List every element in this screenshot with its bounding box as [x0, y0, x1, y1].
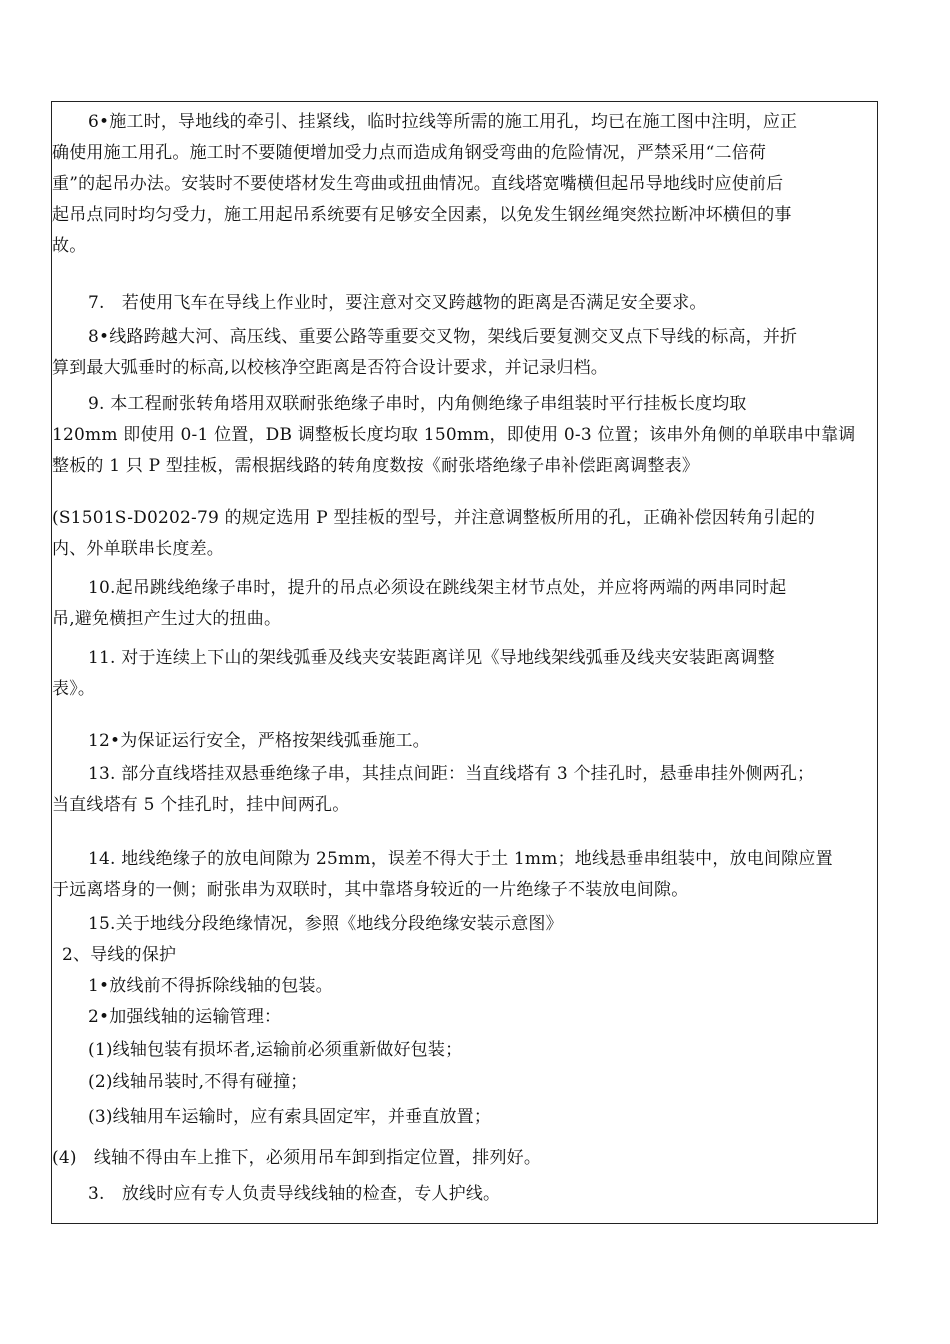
text-line: 当直线塔有 5 个挂孔时，挂中间两孔。: [52, 795, 350, 815]
paragraph-item-9-continued: [52, 503, 877, 565]
text-line: 14. 地线绝缘子的放电间隙为 25mm，误差不得大于土 1mm；地线悬垂串组装中，放电间隙应置: [88, 849, 833, 869]
text-line: 内、外单联串长度差。: [52, 539, 224, 559]
text-line: 起吊点同时均匀受力，施工用起吊系统要有足够安全因素，以免发生钢丝绳突然拉断冲坏横但的事: [52, 205, 792, 225]
paragraph-item-14: [52, 844, 877, 906]
text-line: 2•加强线轴的运输管理：: [88, 1007, 282, 1027]
paragraph-item-10: [52, 573, 877, 635]
text-line: 重”的起吊办法。安装时不要使塔材发生弯曲或扭曲情况。直线塔宽嘴横但起吊导地线时应使前后: [52, 174, 784, 194]
paragraph-item-12: [52, 726, 877, 757]
paragraph-protection-2-3: [52, 1102, 877, 1133]
text-line: 13. 部分直线塔挂双悬垂绝缘子串，其挂点间距：当直线塔有 3 个挂孔时，悬垂串挂外侧两孔；: [88, 764, 815, 784]
text-line: 2、导线的保护: [62, 945, 177, 965]
text-line: (4) 线轴不得由车上推下，必须用吊车卸到指定位置，排列好。: [52, 1148, 542, 1168]
text-line: 12•为保证运行安全，严格按架线弧垂施工。: [88, 731, 430, 751]
paragraph-protection-2-4: [52, 1143, 877, 1174]
text-line: 整板的 1 只 P 型挂板，需根据线路的转角度数按《耐张塔绝缘子串补偿距离调整表》: [52, 456, 700, 476]
text-line: 11. 对于连续上下山的架线弧垂及线夹安装距离详见《导地线架线弧垂及线夹安装距离调整: [88, 648, 775, 668]
paragraph-item-9: [52, 389, 877, 482]
text-line: 8•线路跨越大河、高压线、重要公路等重要交叉物，架线后要复测交叉点下导线的标高，并折: [88, 327, 798, 347]
text-line: 故。: [52, 236, 87, 256]
text-line: 确使用施工用孔。施工时不要随便增加受力点而造成角钢受弯曲的危险情况，严禁采用“二倍荷: [52, 143, 767, 163]
section-heading-conductor-protection: [62, 940, 877, 971]
paragraph-protection-1: [52, 971, 877, 1002]
paragraph-item-13: [52, 759, 877, 821]
document-table: [51, 101, 878, 1224]
text-line: 9. 本工程耐张转角塔用双联耐张绝缘子串时，内角侧绝缘子串组装时平行挂板长度均取: [88, 394, 747, 414]
text-line: 1•放线前不得拆除线轴的包装。: [88, 976, 333, 996]
paragraph-item-8: [52, 322, 877, 384]
text-line: (S1501S-D0202-79 的规定选用 P 型挂板的型号，并注意调整板所用的孔，正确补偿因转角引起的: [52, 508, 816, 528]
text-line: 表》。: [52, 679, 96, 699]
text-line: 10.起吊跳线绝缘子串时，提升的吊点必须设在跳线架主材节点处，并应将两端的两串同时起: [88, 578, 787, 598]
paragraph-protection-3: [52, 1179, 877, 1210]
paragraph-item-7: [52, 288, 877, 319]
paragraph-protection-2: [52, 1002, 877, 1033]
text-line: 7. 若使用飞车在导线上作业时，要注意对交叉跨越物的距离是否满足安全要求。: [88, 293, 707, 313]
text-line: 120mm 即使用 0-1 位置，DB 调整板长度均取 150mm，即使用 0-3 位置；该串外角侧的单联串中靠调: [52, 425, 856, 445]
paragraph-item-11: [52, 643, 877, 705]
text-line: 15.关于地线分段绝缘情况，参照《地线分段绝缘安装示意图》: [88, 914, 563, 934]
text-line: (1)线轴包装有损坏者,运输前必须重新做好包装；: [88, 1040, 463, 1060]
paragraph-protection-2-1: [52, 1035, 877, 1066]
text-line: 于远离塔身的一侧；耐张串为双联时，其中靠塔身较近的一片绝缘子不装放电间隙。: [52, 880, 689, 900]
paragraph-protection-2-2: [52, 1067, 877, 1098]
text-line: 算到最大弧垂时的标高,以校核净空距离是否符合设计要求，并记录归档。: [52, 358, 609, 378]
text-line: 吊,避免横担产生过大的扭曲。: [52, 609, 282, 629]
paragraph-item-15: [52, 909, 877, 940]
text-line: 3. 放线时应有专人负责导线线轴的检查，专人护线。: [88, 1184, 501, 1204]
text-line: (2)线轴吊装时,不得有碰撞；: [88, 1072, 308, 1092]
text-line: (3)线轴用车运输时，应有索具固定牢，并垂直放置；: [88, 1107, 492, 1127]
paragraph-item-6: [52, 107, 877, 262]
text-line: 6•施工时，导地线的牵引、挂紧线，临时拉线等所需的施工用孔，均已在施工图中注明，应正: [88, 112, 798, 132]
